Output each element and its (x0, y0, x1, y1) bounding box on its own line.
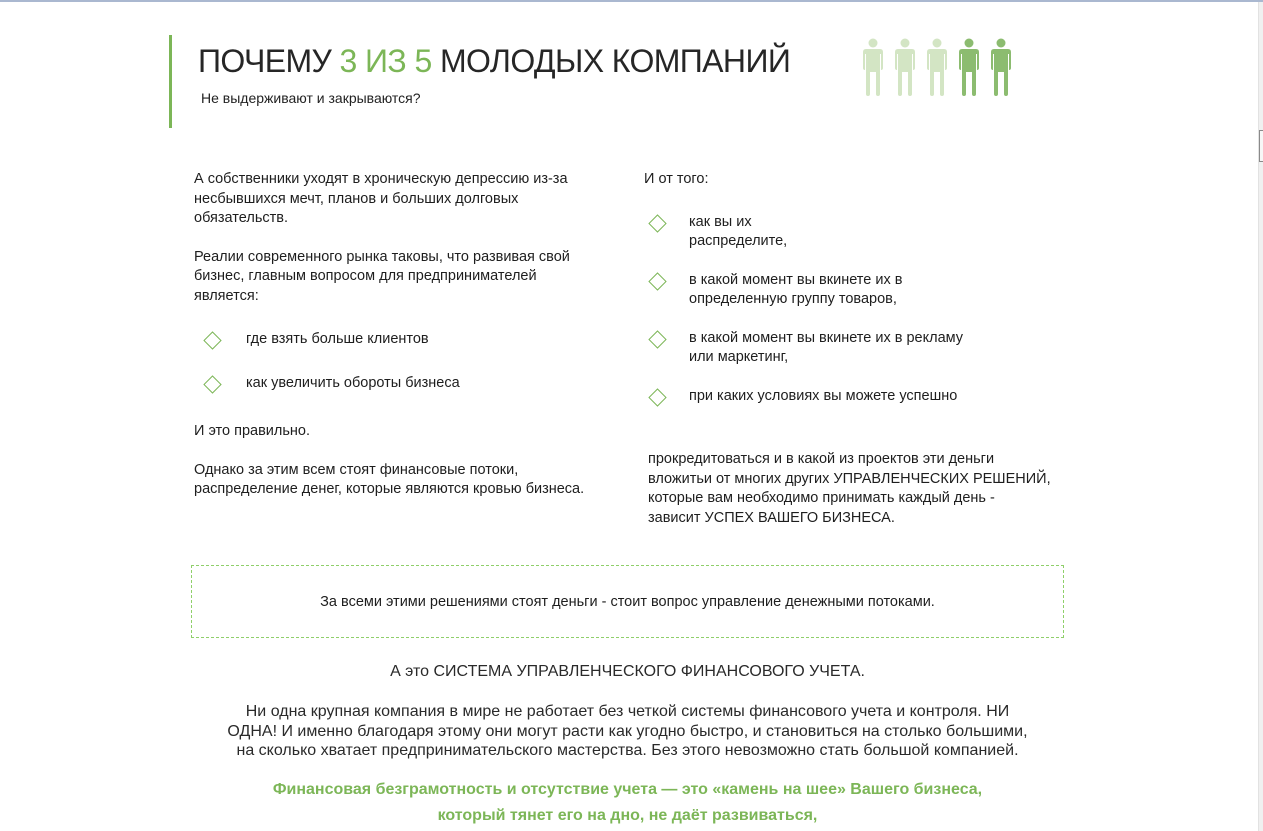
closing-line: которые вам необходимо принимать каждый день - (648, 490, 995, 506)
list-item (206, 330, 604, 350)
page-title (198, 35, 790, 80)
callout-box (191, 565, 1064, 638)
diamond-bullet-icon (648, 388, 666, 406)
list-item-text (689, 329, 963, 368)
list-item (651, 329, 1064, 368)
list-item-line: в какой момент вы вкинете их в рекламу (689, 329, 964, 346)
closing-line: вложитьи от многих других УПРАВЛЕНЧЕСКИХ РЕШЕНИЙ, (648, 470, 1051, 487)
scrollbar-thumb[interactable] (1259, 130, 1263, 162)
title-accent: 3 ИЗ 5 (339, 43, 432, 79)
title-suffix: МОЛОДЫХ КОМПАНИЙ (431, 43, 791, 79)
explanation-paragraph (191, 702, 1064, 761)
list-item (651, 213, 1064, 252)
title-prefix: ПОЧЕМУ (198, 43, 340, 79)
diamond-bullet-icon (648, 330, 666, 348)
section-header (169, 35, 790, 128)
quote-line: Финансовая безграмотность и отсутствие учета — это «камень на шее» Вашего бизнеса, (272, 781, 983, 798)
list-item-line: как вы их (689, 213, 752, 230)
diamond-bullet-icon (648, 214, 666, 232)
system-heading: А это СИСТЕМА УПРАВЛЕНЧЕСКОГО ФИНАНСОВОГО УЧЕТА. (390, 663, 865, 680)
paragraph-line: ОДНА! И именно благодаря этому они могут расти как угодно быстро, и становиться на столько большими, (227, 722, 1028, 740)
diamond-bullet-icon (648, 272, 666, 290)
quote-line: который тянет его на дно, не даёт развиваться, (437, 807, 818, 824)
market-paragraph: Реалии современного рынка таковы, что развивая свой бизнес, главным вопросом для предпринимателей является: (194, 248, 570, 304)
list-item-text (689, 213, 787, 252)
list-item-line: в какой момент вы вкинете их в (689, 271, 903, 288)
person-icon (926, 38, 948, 96)
list-item-text: как увеличить обороты бизнеса (246, 374, 460, 391)
people-infographic (862, 38, 1012, 96)
person-icon-highlighted (958, 38, 980, 96)
list-item-line: распределите, (689, 233, 788, 249)
agree-paragraph: И это правильно. (194, 423, 310, 439)
list-item (651, 271, 1064, 310)
left-column (194, 170, 604, 500)
closing-line: прокредитоваться и в какой из проектов эти деньги (648, 451, 995, 467)
list-item-line: определенную группу товаров, (689, 291, 897, 307)
person-icon (894, 38, 916, 96)
list-item (651, 387, 1064, 407)
diamond-bullet-icon (203, 331, 221, 349)
closing-paragraph (648, 450, 1064, 528)
highlight-quote (191, 777, 1064, 829)
list-item-text: при каких условиях вы можете успешно (689, 387, 958, 404)
right-intro: И от того: (644, 171, 709, 187)
closing-line: зависит УСПЕХ ВАШЕГО БИЗНЕСА. (648, 509, 895, 526)
paragraph-line: на сколько хватает предпринимательского мастерства. Без этого невозможно стать большой компанией. (236, 742, 1019, 759)
list-item-text: где взять больше клиентов (246, 331, 429, 347)
page-subtitle: Не выдерживают и закрываются? (201, 90, 421, 106)
list-item (206, 374, 604, 394)
vertical-scrollbar[interactable] (1258, 2, 1263, 831)
intro-paragraph: А собственники уходят в хроническую депрессию из-за несбывшихся мечт, планов и больших долговых обязательств. (194, 171, 568, 226)
list-item-line: или маркетинг, (689, 349, 789, 365)
paragraph-line: Ни одна крупная компания в мире не работает без четкой системы финансового учета и контроля. НИ (245, 703, 1010, 720)
diamond-bullet-icon (203, 375, 221, 393)
person-icon-highlighted (990, 38, 1012, 96)
right-column (644, 170, 1064, 528)
person-icon (862, 38, 884, 96)
flows-paragraph: Однако за этим всем стоят финансовые потоки, распределение денег, которые являются кровью бизнеса. (194, 461, 585, 497)
callout-text: За всеми этими решениями стоят деньги - стоит вопрос управление денежными потоками. (320, 593, 935, 610)
list-item-text (689, 271, 902, 310)
